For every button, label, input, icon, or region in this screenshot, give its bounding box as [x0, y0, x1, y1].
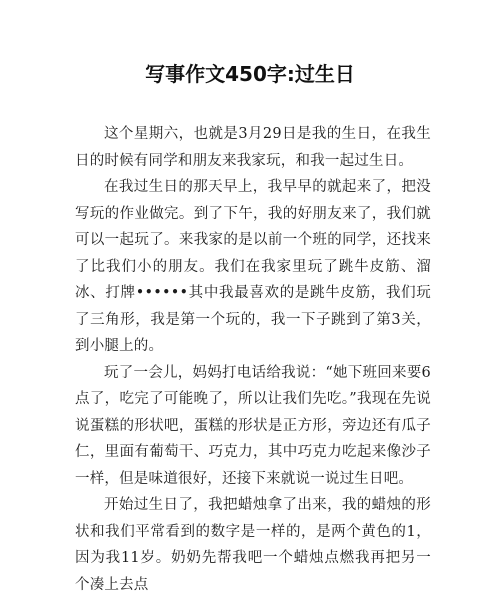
paragraph: 玩了一会儿，妈妈打电话给我说：“她下班回来要6点了，吃完了可能晚了，所以让我们先吃。”我现在先说说蛋糕的形状吧，蛋糕的形状是正方形，旁边还有瓜子仁，里面有葡萄干、巧克力，其中巧克力吃起来像沙子一样，但是味道很好，还接下来就说一说过生日吧。	[75, 364, 431, 487]
document-title: 写事作文450字:过生日	[145, 62, 355, 86]
document-body	[75, 121, 431, 598]
paragraph: 这个星期六，也就是3月29日是我的生日，在我生日的时候有同学和朋友来我家玩，和我一起过生日。	[75, 126, 431, 169]
paragraph: 在我过生日的那天早上，我早早的就起来了，把没写玩的作业做完。到了下午，我的好朋友来了，我们就可以一起玩了。来我家的是以前一个班的同学，还找来了比我们小的朋友。我们在我家里玩了跳牛皮筋、溜冰、打牌••••••其中我最喜欢的是跳牛皮筋，我们玩了三角形，我是第一个玩的，我一下子跳到了第3关，到小腿上的。	[75, 179, 431, 354]
paragraph: 开始过生日了，我把蜡烛拿了出来，我的蜡烛的形状和我们平常看到的数字是一样的，是两个黄色的1，因为我11岁。奶奶先帮我吧一个蜡烛点燃我再把另一个凑上去点	[75, 497, 431, 593]
